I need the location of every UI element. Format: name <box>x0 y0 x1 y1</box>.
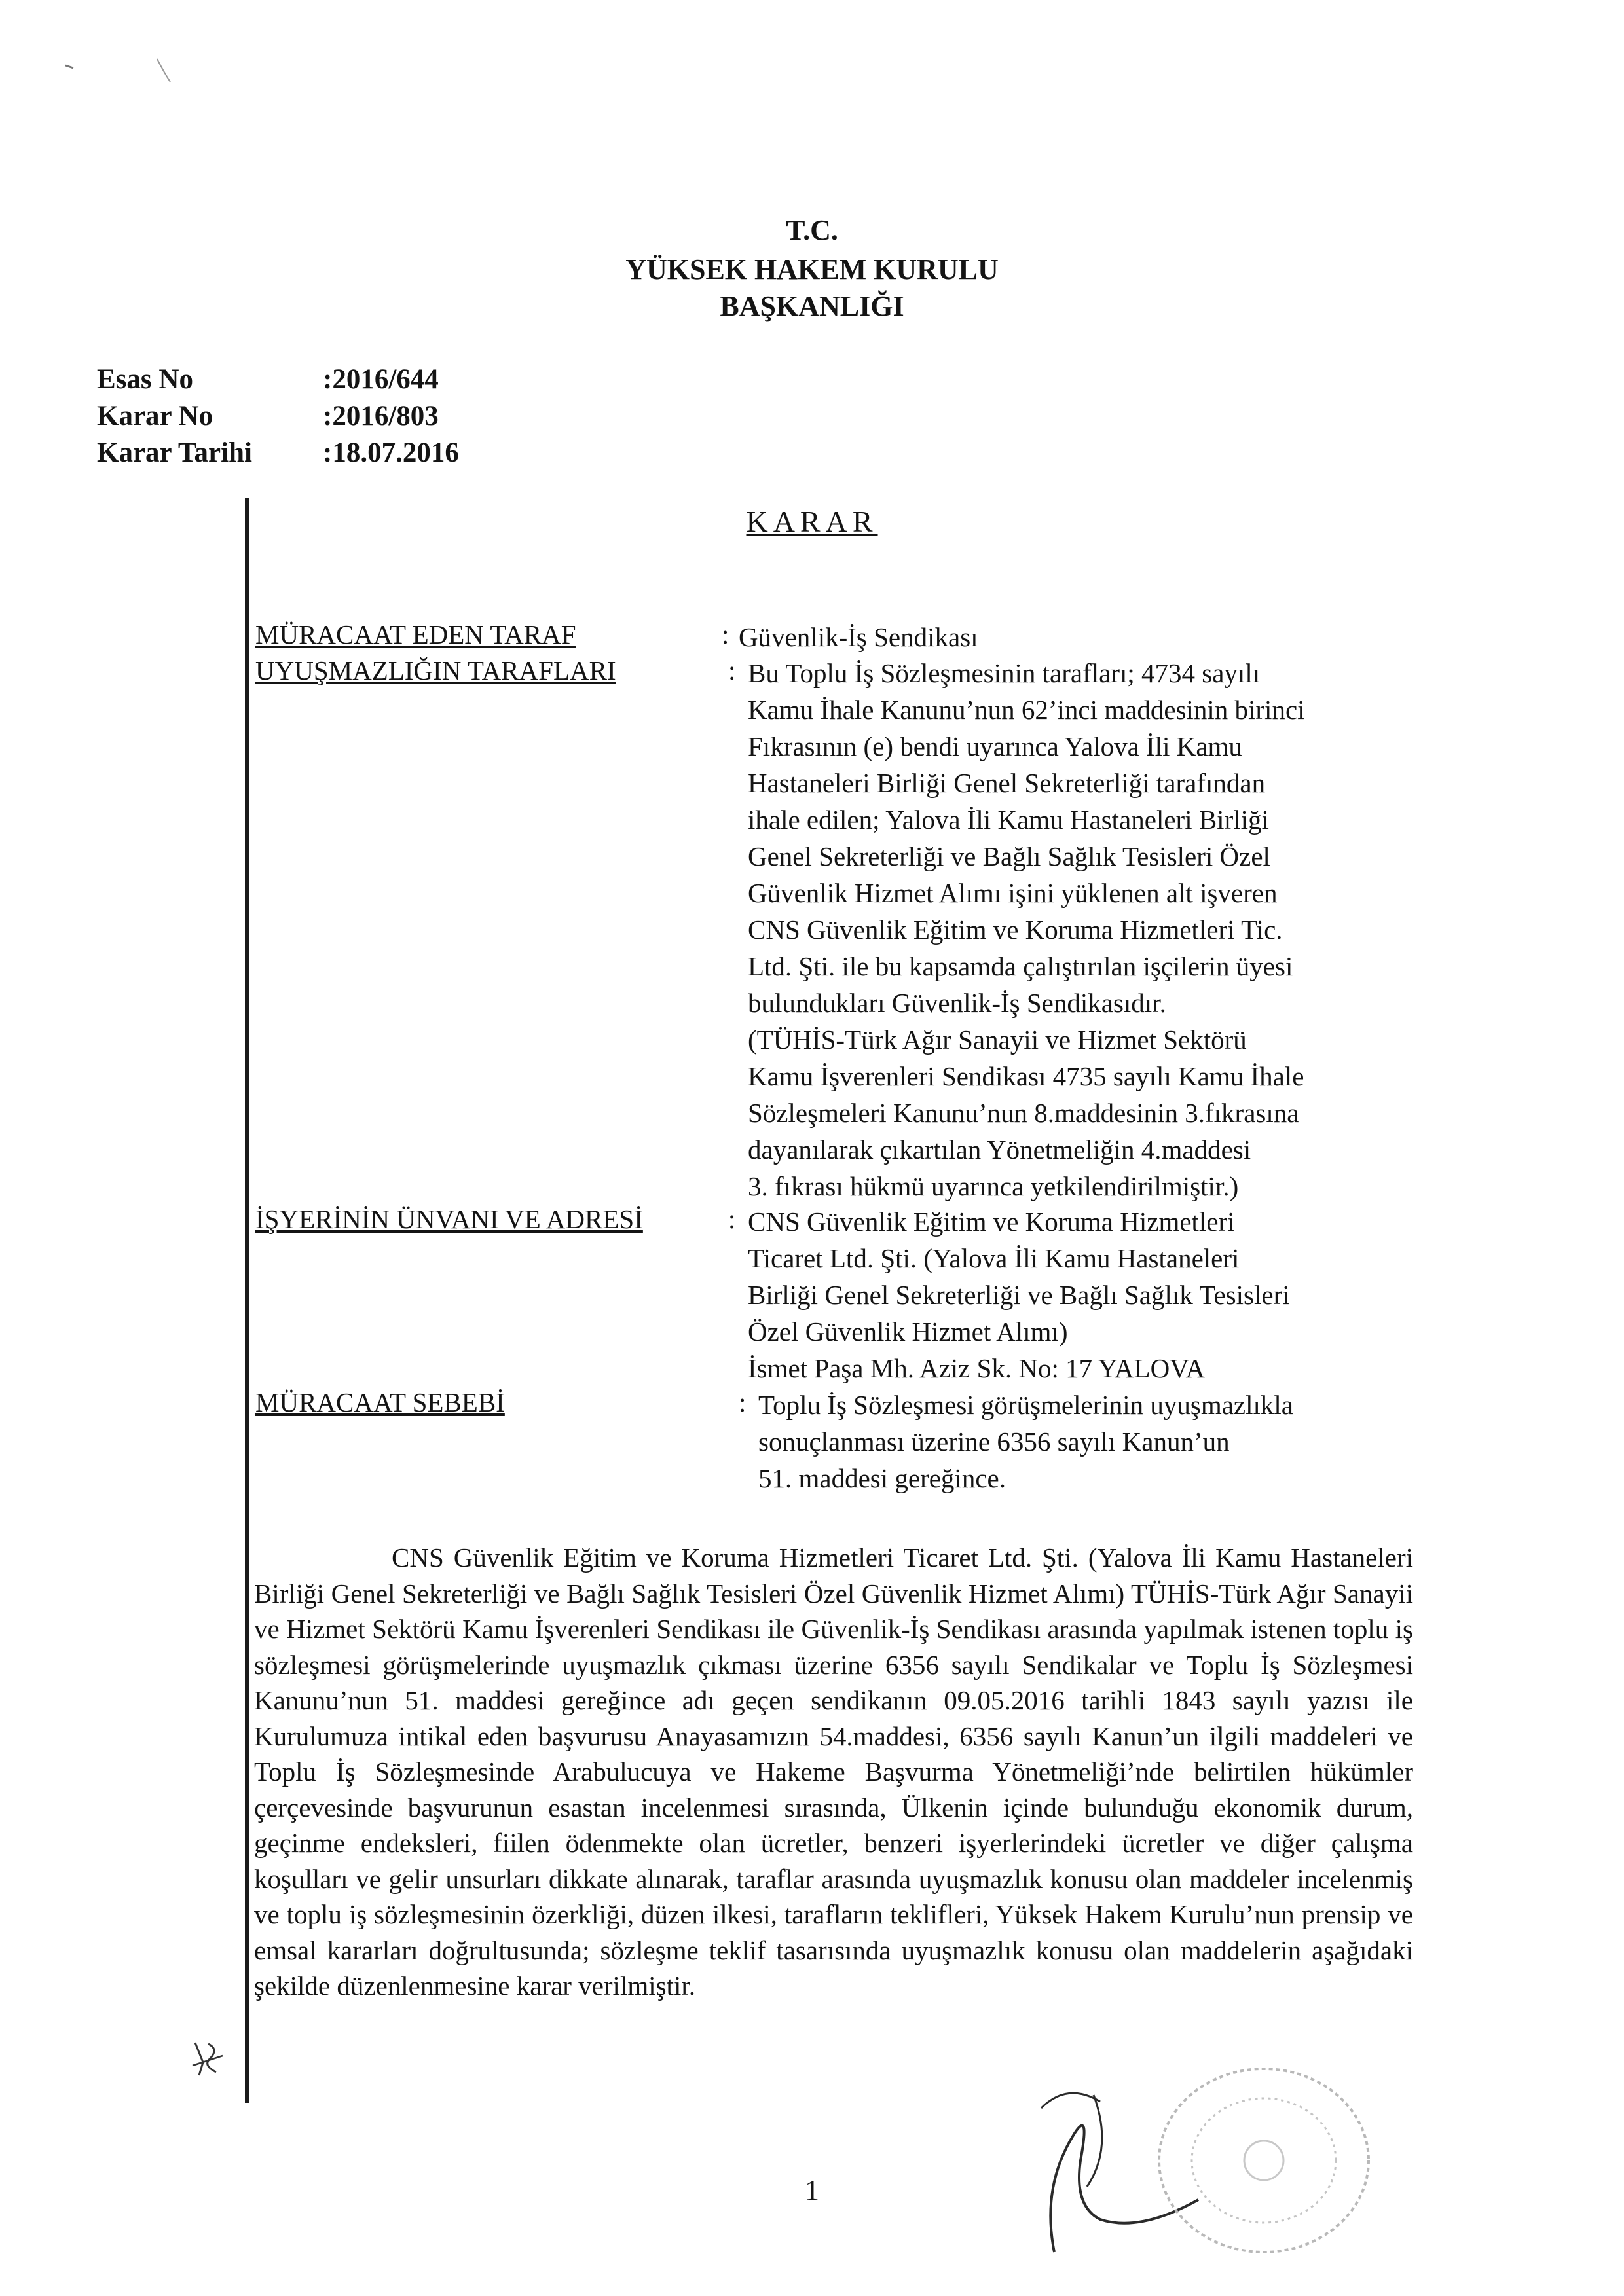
workplace-value <box>748 1203 1422 1387</box>
document-title <box>0 504 1624 539</box>
value-line: Güvenlik-İş Sendikası <box>739 622 978 652</box>
dispute-label-text: UYUŞMAZLIĞIN TARAFLARI <box>255 655 616 685</box>
meta-value: :2016/803 <box>323 401 439 431</box>
value-line: sonuçlanması üzerine 6356 sayılı Kanun’un <box>758 1427 1230 1457</box>
meta-value: :2016/644 <box>323 364 439 395</box>
case-meta <box>97 361 459 471</box>
dispute-value <box>748 655 1422 1205</box>
reason-label <box>255 1387 727 1418</box>
value-line: Ltd. Şti. ile bu kapsamda çalıştırılan işçilerin üyesi <box>748 951 1293 981</box>
workplace-label <box>255 1203 727 1235</box>
reason-label-text: MÜRACAAT SEBEBİ <box>255 1387 505 1417</box>
workplace-label-text: İŞYERİNİN ÜNVANI VE ADRESİ <box>255 1204 643 1234</box>
header-tc: T.C. <box>786 214 838 246</box>
value-line: Kamu İşverenleri Sendikası 4735 sayılı Kamu İhale <box>748 1061 1304 1091</box>
meta-label: Karar Tarihi <box>97 437 252 468</box>
applicant-label <box>255 619 727 650</box>
header-institution: YÜKSEK HAKEM KURULU <box>625 253 999 285</box>
value-line: Sözleşmeleri Kanunu’nun 8.maddesinin 3.fıkrasına <box>748 1098 1299 1128</box>
applicant-value <box>739 619 1413 655</box>
value-line: CNS Güvenlik Eğitim ve Koruma Hizmetleri <box>748 1207 1235 1237</box>
meta-row-tarih <box>97 435 459 471</box>
value-line: Kamu İhale Kanunu’nun 62’inci maddesinin birinci <box>748 695 1305 725</box>
value-line: Bu Toplu İş Sözleşmesinin tarafları; 4734 sayılı <box>748 658 1261 688</box>
value-line: Güvenlik Hizmet Alımı işini yüklenen alt işveren <box>748 878 1278 908</box>
meta-row-karar <box>97 398 459 435</box>
margin-bar <box>245 498 249 2103</box>
meta-value: :18.07.2016 <box>323 437 459 468</box>
value-line: ihale edilen; Yalova İli Kamu Hastaneleri Birliği <box>748 805 1269 835</box>
colon: : <box>728 1204 736 1234</box>
value-line: Toplu İş Sözleşmesi görüşmelerinin uyuşmazlıkla <box>758 1390 1293 1420</box>
applicant-label-text: MÜRACAAT EDEN TARAF <box>255 619 576 649</box>
value-line: Birliği Genel Sekreterliği ve Bağlı Sağlık Tesisleri <box>748 1280 1290 1310</box>
meta-row-esas <box>97 361 459 398</box>
reason-value <box>758 1387 1433 1497</box>
value-line: Hastaneleri Birliği Genel Sekreterliği tarafından <box>748 768 1266 798</box>
value-line: dayanılarak çıkartılan Yönetmeliğin 4.maddesi <box>748 1135 1251 1165</box>
value-line: Fıkrasının (e) bendi uyarınca Yalova İli Kamu <box>748 731 1242 761</box>
meta-label: Karar No <box>97 401 213 431</box>
colon: : <box>722 619 729 649</box>
value-line: bulundukları Güvenlik-İş Sendikasıdır. <box>748 988 1166 1018</box>
page-number: 1 <box>805 2174 819 2206</box>
value-line: Özel Güvenlik Hizmet Alımı) <box>748 1317 1068 1347</box>
colon: : <box>728 655 736 685</box>
value-line: Genel Sekreterliği ve Bağlı Sağlık Tesisleri Özel <box>748 841 1270 871</box>
value-line: 3. fıkrası hükmü uyarınca yetkilendirilmiştir.) <box>748 1171 1239 1201</box>
decision-body: CNS Güvenlik Eğitim ve Koruma Hizmetleri Ticaret Ltd. Şti. (Yalova İli Kamu Hastaneleri Birliği Genel Sekreterliği ve Bağlı Sağlık Tesisleri Özel Güvenlik Hizmet Alımı) TÜHİS-Türk Ağır Sanayii ve Hizmet Sektörü Kamu İşverenleri Sendikası ile Güvenlik-İş Sendikası arasında yapılmak istenen toplu iş sözleşmesi görüşmelerinde uyuşmazlık çıkması üzerine 6356 sayılı Sendikalar ve Toplu İş Sözleşmesi Kanunu’nun 51. maddesi gereğince adı geçen sendikanın 09.05.2016 tarihli 1843 sayılı yazısı ile Kurulumuza intikal eden başvurusu Anayasamızın 54.maddesi, 6356 sayılı Kanun’un ilgili maddeleri ve Toplu İş Sözleşmesinde Arabulucuya ve Hakeme Başvurma Yönetmeliği’nde belirtilen hükümler çerçevesinde başvurunun esastan incelenmesi sırasında, Ülkenin içinde bulunduğu ekonomik durum, geçinme endeksleri, fiilen ödenmekte olan ücretler, benzeri işyerlerindeki ücretler ve diğer çalışma koşulları ve gelir unsurları dikkate alınarak, taraflar arasında uyuşmazlık konusu olan maddeler incelenmiş ve toplu iş sözleşmesinin özerkliği, düzen ilkesi, tarafların teklifleri, Yüksek Hakem Kurulu’nun prensip ve emsal kararları doğrultusunda; sözleşme teklif tasarısında uyuşmazlık konusu olan maddelerin aşağıdaki şekilde düzenlenmesine karar verilmiştir. <box>254 1542 1413 2001</box>
stray-mark <box>59 46 190 98</box>
header-office: BAŞKANLIĞI <box>720 290 904 322</box>
meta-label: Esas No <box>97 364 193 395</box>
value-line: Ticaret Ltd. Şti. (Yalova İli Kamu Hastaneleri <box>748 1243 1240 1273</box>
initials-mark <box>190 2036 229 2082</box>
colon: : <box>739 1387 747 1417</box>
dispute-label <box>255 655 727 686</box>
value-line: 51. maddesi gereğince. <box>758 1463 1006 1493</box>
official-stamp <box>1113 2062 1395 2272</box>
title-text: KARAR <box>746 505 878 538</box>
value-line: CNS Güvenlik Eğitim ve Koruma Hizmetleri Tic. <box>748 915 1283 945</box>
value-line: (TÜHİS-Türk Ağır Sanayii ve Hizmet Sektörü <box>748 1025 1247 1055</box>
value-line: İsmet Paşa Mh. Aziz Sk. No: 17 YALOVA <box>748 1353 1206 1383</box>
